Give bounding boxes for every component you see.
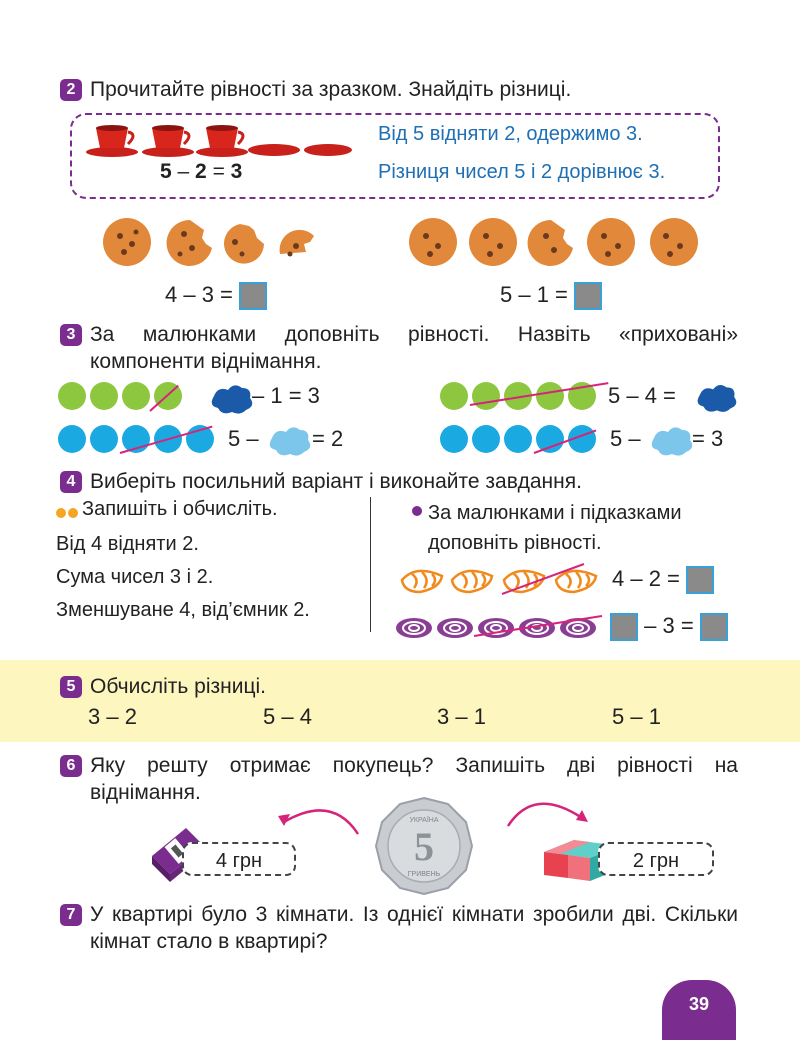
equation: – 3 = (610, 613, 728, 641)
right-title: За малюнками і підказками доповніть рівності. (428, 502, 682, 554)
task-instruction: Виберіть посильний варіант і виконайте завдання. (90, 470, 582, 493)
orange-dots-icon (56, 505, 78, 523)
cup-icon (142, 125, 194, 157)
column-divider (370, 497, 371, 632)
saucer-icon (248, 144, 300, 156)
blot-icon (648, 424, 694, 456)
coin-value: 5 (414, 824, 434, 869)
equation: = 3 (692, 426, 724, 451)
answer-box[interactable] (239, 282, 267, 310)
equation: – 1 = 3 (252, 383, 320, 408)
price-tag: 4 грн (182, 842, 296, 876)
cup-icon (196, 125, 248, 157)
cup-icon (86, 125, 138, 157)
task-number-badge: 7 (60, 904, 82, 926)
expression: 3 – 1 (437, 704, 486, 729)
blue-circle (472, 425, 500, 453)
equation: 4 – 2 = (612, 566, 714, 594)
equation: 5 – (228, 426, 259, 451)
green-circle (90, 382, 118, 410)
equation-left: 4 – 3 = (165, 282, 267, 310)
expression: 3 – 2 (88, 704, 137, 729)
saucer-icon (304, 144, 352, 156)
purple-dot-icon (412, 506, 422, 516)
expression: 5 – 4 (263, 704, 312, 729)
task-number-badge: 2 (60, 79, 82, 101)
blue-circle (58, 425, 86, 453)
blue-circle (90, 425, 118, 453)
blot-icon (694, 380, 738, 414)
coin-icon (374, 796, 474, 896)
page-number: 39 (688, 994, 710, 1014)
curved-arrow-icon (268, 798, 364, 838)
task-instruction: Яку решту отримає покупець? Запишіть дві рівності на віднімання. (90, 754, 738, 804)
price-tag: 2 грн (598, 842, 714, 876)
sample-line-2: Різниця чисел 5 і 2 дорівнює 3. (378, 161, 666, 183)
coin-bottom-text: ГРИВЕНЬ (407, 871, 441, 878)
task-number-badge: 4 (60, 471, 82, 493)
expression: 5 – 1 (612, 704, 661, 729)
answer-box[interactable] (610, 613, 638, 641)
shells-illustration (398, 562, 604, 598)
task-number-badge: 5 (60, 676, 82, 698)
cookies-left (100, 214, 330, 270)
coin-top-text: УКРАЇНА (409, 817, 439, 824)
equation: = 2 (312, 426, 344, 451)
equation: 5 – (610, 426, 641, 451)
answer-box[interactable] (574, 282, 602, 310)
answer-box[interactable] (700, 613, 728, 641)
left-line: Сума чисел 3 і 2. (56, 566, 214, 588)
blot-icon (208, 382, 254, 414)
green-circle (440, 382, 468, 410)
equation-right: 5 – 1 = (500, 282, 602, 310)
blue-circle (440, 425, 468, 453)
candies-illustration (394, 612, 604, 642)
left-title: Запишіть і обчисліть. (82, 498, 278, 520)
cookies-right (406, 214, 706, 270)
task-instruction: За малюнками доповніть рівності. Назвіть «приховані» компоненти віднімання. (90, 323, 738, 373)
task-instruction: У квартирі було 3 кімнати. Із однієї кімнати зробили дві. Скільки кімнат стало в квартирі? (90, 903, 738, 953)
cups-illustration (84, 122, 354, 162)
blot-icon (266, 424, 312, 456)
answer-box[interactable] (686, 566, 714, 594)
green-circle (472, 382, 500, 410)
left-line: Від 4 відняти 2. (56, 533, 199, 555)
task-instruction: Обчисліть різниці. (90, 675, 266, 698)
task-number-badge: 6 (60, 755, 82, 777)
sample-line-1: Від 5 відняти 2, одержимо 3. (378, 123, 643, 145)
equation: 5 – 4 = (608, 383, 676, 408)
task-number-badge: 3 (60, 324, 82, 346)
green-circle (122, 382, 150, 410)
task-instruction: Прочитайте рівності за зразком. Знайдіть різниці. (90, 78, 572, 101)
blue-circle (504, 425, 532, 453)
green-circle (58, 382, 86, 410)
left-line: Зменшуване 4, від’ємник 2. (56, 599, 310, 621)
sample-equation: 5 – 2 = 3 (160, 160, 243, 183)
green-circle (536, 382, 564, 410)
